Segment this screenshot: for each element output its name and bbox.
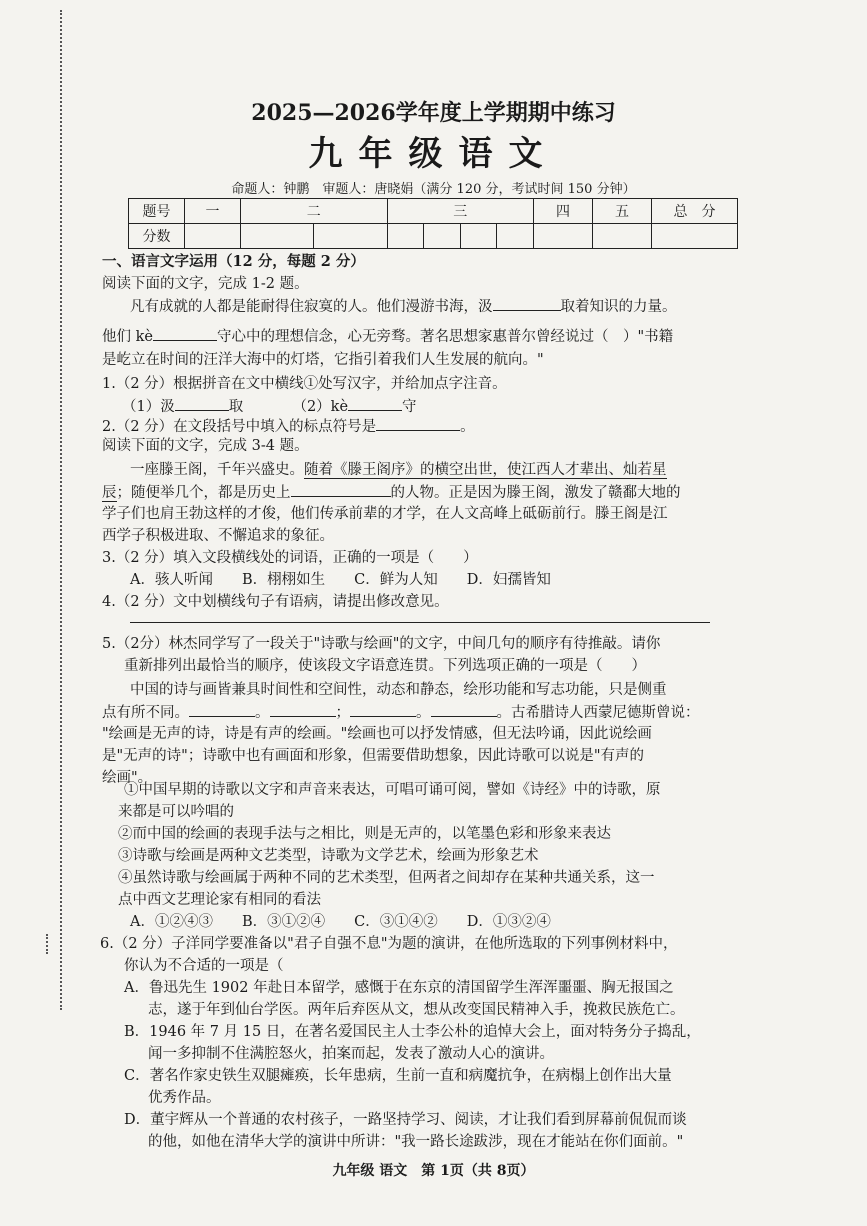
section-heading: 一、语言文字运用（12 分，每题 2 分） <box>102 253 365 270</box>
passage-line: 是"无声的诗"；诗歌中也有画面和形象，但需要借助想象，因此诗歌可以说是"有声的 <box>102 748 645 764</box>
score-table-header-row <box>129 199 738 224</box>
reading-instruction: 阅读下面的文字，完成 1-2 题。 <box>102 276 309 292</box>
passage-line: 凡有成就的人都是能耐得住寂寞的人。他们漫游书海，汲 取着知识的力量。 <box>130 296 677 317</box>
blank-5[interactable] <box>270 702 336 717</box>
reading-instruction: 阅读下面的文字，完成 3-4 题。 <box>102 438 309 454</box>
passage-line: 学子们也肩王勃这样的才俊，他们传承前辈的才学，在人文高峰上砥砺前行。滕王阁是江 <box>102 506 668 522</box>
row-label: 题号 <box>129 199 185 224</box>
score-cell[interactable] <box>185 224 241 249</box>
col-label: 二 <box>241 199 388 224</box>
row-label: 分数 <box>129 224 185 249</box>
passage-line: 西学子积极进取、不懈追求的象征。 <box>102 528 334 544</box>
sentence-option: ④虽然诗歌与绘画属于两种不同的艺术类型，但两者之间却存在某种共通关系，这一 <box>118 870 655 886</box>
subject-title: 九年级语文 <box>308 134 559 174</box>
score-cell[interactable] <box>424 224 461 249</box>
option-d: D．董宇辉从一个普通的农村孩子，一路坚持学习、阅读，才让我们看到屏幕前侃侃而谈 <box>124 1112 687 1128</box>
option-a: 志，遂于年到仙台学医。两年后弃医从文，想从改变国民精神入手，挽救民族危亡。 <box>148 1002 685 1018</box>
option-c: 优秀作品。 <box>148 1090 221 1106</box>
passage-line: 中国的诗与画皆兼具时间性和空间性，动态和静态，绘形功能和写志功能，只是侧重 <box>130 682 667 698</box>
col-label: 四 <box>534 199 593 224</box>
passage-line: 一座滕王阁，千年兴盛史。随着《滕王阁序》的横空出世，使江西人才辈出、灿若星 <box>130 462 667 478</box>
sentence-option: ②而中国的绘画的表现手法与之相比，则是无声的，以笔墨色彩和形象来表达 <box>118 826 611 842</box>
blank-2[interactable] <box>153 326 217 341</box>
score-cell[interactable] <box>593 224 652 249</box>
question-6: 6.（2 分）子洋同学要准备以"君子自强不息"为题的演讲，在他所选取的下列事例材料中， <box>100 936 678 952</box>
score-cell[interactable] <box>241 224 314 249</box>
passage-line: 是屹立在时间的汪洋大海中的灯塔，它指引着我们人生发展的航向。" <box>102 352 544 368</box>
question-3: 3.（2 分）填入文段横线处的词语，正确的一项是（ ） <box>102 550 478 566</box>
answer-blank[interactable] <box>348 396 402 411</box>
question-3-options: A．骇人听闻 B．栩栩如生 C．鲜为人知 D．妇孺皆知 <box>130 572 551 588</box>
score-cell[interactable] <box>497 224 534 249</box>
col-label: 一 <box>185 199 241 224</box>
exam-title: 2025—2026学年度上学期期中练习 <box>251 100 616 126</box>
page-footer: 九年级 语文 第 1页（共 8页） <box>332 1163 535 1179</box>
passage-line: "绘画是无声的诗，诗是有声的绘画。"绘画也可以抒发情感，但无法吟诵，因此说绘画 <box>102 726 652 742</box>
col-label: 三 <box>387 199 534 224</box>
score-table <box>128 198 738 249</box>
question-6: 你认为不合适的一项是（ <box>124 958 284 974</box>
binding-dots <box>46 934 52 954</box>
score-cell[interactable] <box>314 224 387 249</box>
question-5: 重新排列出最恰当的顺序，使该段文字语意连贯。下列选项正确的一项是（ ） <box>124 658 646 674</box>
passage-line: 辰；随便举几个，都是历史上 的人物。正是因为滕王阁，激发了赣鄱大地的 <box>102 482 681 503</box>
score-cell[interactable] <box>652 224 738 249</box>
sentence-option: 点中西文艺理论家有相同的看法 <box>118 892 321 908</box>
passage-line: 绘画"。 <box>102 770 153 786</box>
blank-4[interactable] <box>189 702 255 717</box>
sentence-option: ①中国早期的诗歌以文字和声音来表达，可唱可诵可阅，譬如《诗经》中的诗歌，原 <box>124 782 661 798</box>
sentence-option: 来都是可以吟唱的 <box>118 804 234 820</box>
blank-7[interactable] <box>431 702 497 717</box>
blank-1[interactable] <box>493 296 561 311</box>
col-label: 五 <box>593 199 652 224</box>
passage-line: 点有所不同。 。 ； 。 。古希腊诗人西蒙尼德斯曾说： <box>102 702 700 723</box>
blank-6[interactable] <box>350 702 416 717</box>
score-table-score-row <box>129 224 738 249</box>
question-4: 4.（2 分）文中划横线句子有语病，请提出修改意见。 <box>102 594 449 610</box>
question-2: 2.（2 分）在文段括号中填入的标点符号是 。 <box>102 416 475 437</box>
score-cell[interactable] <box>387 224 424 249</box>
question-5: 5.（2分）林杰同学写了一段关于"诗歌与绘画"的文字，中间几句的顺序有待推敲。请你 <box>102 636 661 652</box>
blank-3[interactable] <box>291 482 391 497</box>
passage-line: 他们 kè 守心中的理想信念，心无旁骛。著名思想家惠普尔曾经说过（ ）"书籍 <box>102 326 673 347</box>
option-b: 闻一多抑制不住满腔怒火，拍案而起，发表了激动人心的演讲。 <box>148 1046 554 1062</box>
option-c: C．著名作家史铁生双腿瘫痪，长年患病，生前一直和病魔抗争，在病榻上创作出大量 <box>124 1068 672 1084</box>
score-cell[interactable] <box>534 224 593 249</box>
question-1-parts: （1）汲 取 （2）kè 守 <box>122 396 417 417</box>
answer-blank[interactable] <box>376 416 460 431</box>
sentence-option: ③诗歌与绘画是两种文艺类型，诗歌为文学艺术，绘画为形象艺术 <box>118 848 539 864</box>
question-5-options: A．①②④③ B．③①②④ C．③①④② D．①③②④ <box>130 914 551 930</box>
option-b: B．1946 年 7 月 15 日，在著名爱国民主人士李公朴的追悼大会上，面对特务分子捣乱， <box>124 1024 701 1040</box>
col-label: 总 分 <box>652 199 738 224</box>
answer-blank[interactable] <box>175 396 229 411</box>
option-d: 的他，如他在清华大学的演讲中所讲："我一路长途跋涉，现在才能站在你们面前。" <box>148 1134 684 1150</box>
exam-meta: 命题人：钟鹏 审题人：唐晓娟（满分 120 分，考试时间 150 分钟） <box>231 182 636 197</box>
answer-line[interactable] <box>130 622 710 623</box>
option-a: A．鲁迅先生 1902 年赴日本留学，感慨于在东京的清国留学生浑浑噩噩、胸无报国之 <box>124 980 674 996</box>
score-cell[interactable] <box>460 224 497 249</box>
question-1: 1.（2 分）根据拼音在文中横线①处写汉字，并给加点字注音。 <box>102 376 507 392</box>
